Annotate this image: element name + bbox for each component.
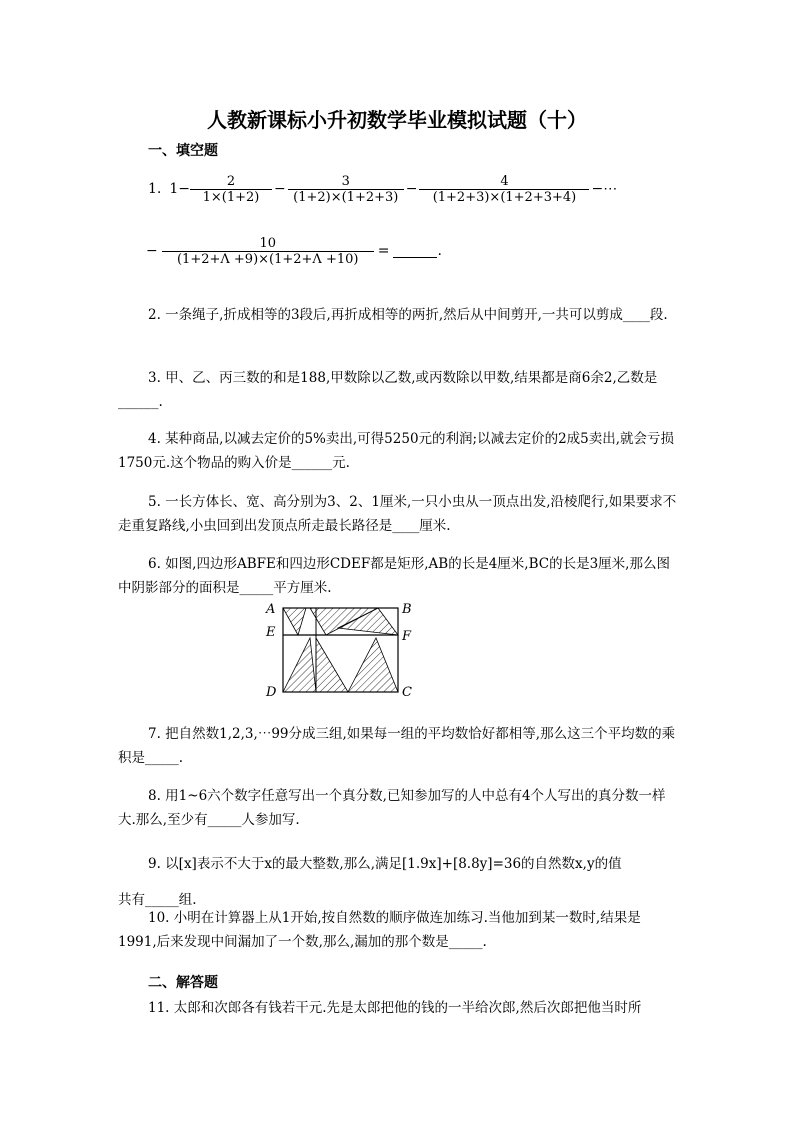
minus-sign: − <box>146 243 158 259</box>
question-6: 6. 如图,四边形ABFE和四边形CDEF都是矩形,AB的长是4厘米,BC的长是3厘米,那么图中阴影部分的面积是_____平方厘米. <box>118 556 670 596</box>
question-11: 11. 太郎和次郎各有钱若干元.先是太郎把他的钱的一半给次郎,然后次郎把他当时所 <box>148 1000 642 1016</box>
question-1-number: 1. <box>148 181 162 197</box>
fraction-2-denominator: (1+2)×(1+2+3) <box>293 189 399 205</box>
shaded-triangle <box>283 608 306 635</box>
shaded-triangle <box>348 638 398 692</box>
label-a: A <box>266 602 276 617</box>
question-8: 8. 用1~6六个数字任意写出一个真分数,已知参加写的人中总有4个人写出的真分数一样大.那么,至少有_____人参加写. <box>118 788 666 828</box>
section-heading-solve: 二、解答题 <box>148 975 218 991</box>
minus-sign: − <box>405 181 418 197</box>
fraction-4 <box>162 236 374 267</box>
fraction-3-numerator: 4 <box>419 174 589 190</box>
equals-sign: = <box>377 243 390 259</box>
question-5: 5. 一长方体长、宽、高分别为3、2、1厘米,一只小虫从一顶点出发,沿棱爬行,如果要求不走重复路线,小虫回到出发顶点所走最长路径是____厘米. <box>118 494 677 534</box>
label-b: B <box>402 602 412 617</box>
question-3: 3. 甲、乙、丙三数的和是188,甲数除以乙数,或丙数除以甲数,结果都是商6余2,乙数是______. <box>118 370 658 410</box>
question-10: 10. 小明在计算器上从1开始,按自然数的顺序做连加练习.当他加到某一数时,结果是1991,后来发现中间漏加了一个数,那么,漏加的那个数是_____. <box>118 910 641 950</box>
fraction-3 <box>419 174 589 205</box>
question-1-line2 <box>146 228 442 274</box>
trailing-dots: −⋯ <box>591 181 618 197</box>
question-2: 2. 一条绳子,折成相等的3段后,再折成相等的两折,然后从中间剪开,一共可以剪成____段. <box>148 307 668 323</box>
label-d: D <box>266 685 277 700</box>
shaded-triangle <box>283 638 316 692</box>
fraction-2-numerator: 3 <box>288 174 404 190</box>
fraction-4-denominator: (1+2+Λ +9)×(1+2+Λ +10) <box>176 251 359 267</box>
page-title: 人教新课标小升初数学毕业模拟试题（十） <box>207 108 587 132</box>
question-7: 7. 把自然数1,2,3,⋯99分成三组,如果每一组的平均数恰好都相等,那么这三个平均数的乘积是_____. <box>118 726 676 766</box>
label-e: E <box>266 625 276 640</box>
question-9-line2: 共有_____组. <box>118 892 197 908</box>
question-1-line1 <box>148 166 617 212</box>
fraction-1-numerator: 2 <box>190 174 272 190</box>
minus-sign: − <box>274 181 286 197</box>
label-c: C <box>402 685 412 700</box>
fraction-3-denominator: (1+2+3)×(1+2+3+4) <box>432 189 577 205</box>
fraction-4-numerator: 10 <box>162 236 374 252</box>
label-f: F <box>402 629 412 644</box>
fraction-2 <box>288 174 404 205</box>
section-heading-fill-blank: 一、填空题 <box>148 143 218 159</box>
fraction-1 <box>190 174 272 205</box>
rectangle-figure <box>258 598 418 702</box>
question-1-lead: 1− <box>169 181 190 197</box>
question-9-line1: 9. 以[x]表示不大于x的最大整数,那么,满足[1.9x]+[8.8y]=36的自然数x,y的值 <box>148 856 622 872</box>
shaded-triangle <box>316 638 348 692</box>
period: . <box>437 243 442 259</box>
question-4: 4. 某种商品,以减去定价的5%卖出,可得5250元的利润;以减去定价的2成5卖出,就会亏损1750元.这个物品的购入价是______元. <box>118 431 675 471</box>
fraction-1-denominator: 1×(1+2) <box>202 189 260 205</box>
answer-blank <box>393 245 437 258</box>
